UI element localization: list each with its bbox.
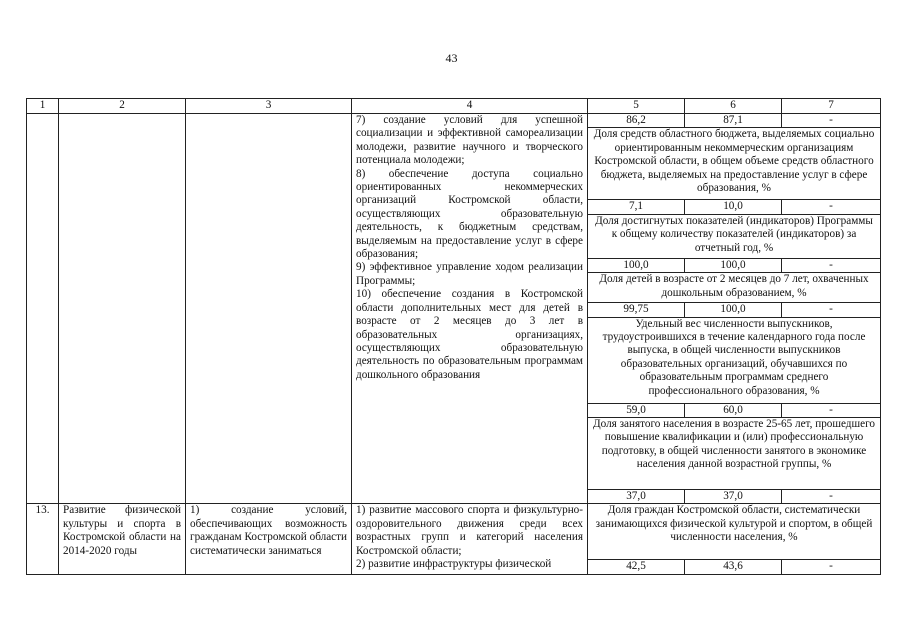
cont-num-cell — [27, 114, 59, 504]
value-cell: 60,0 — [685, 403, 782, 417]
row-number: 13. — [27, 504, 59, 574]
table-row — [27, 114, 881, 128]
value-cell: 43,6 — [685, 560, 782, 574]
value-cell: 59,0 — [588, 403, 685, 417]
header-cell: 4 — [352, 99, 588, 114]
program-tasks: 1) развитие массового спорта и физкультурно-оздоровительного движения среди всех возрастных групп и категорий населения Костромской области; 2) развитие инфраструктуры физической — [352, 504, 588, 574]
value-cell: - — [782, 200, 881, 214]
value-cell: 100,0 — [588, 258, 685, 272]
value-cell: 87,1 — [685, 114, 782, 128]
value-cell: 7,1 — [588, 200, 685, 214]
tasks-cell: 7) создание условий для успешной социализации и эффективной самореализации молодежи, развитие научного и творческого потенциала молодежи; 8) обеспечение доступа социально ориентированных некоммерческих организаций Костромской области, осуществляющих образовательную деятельность, к бюджетным средствам, выделяемым на предоставление услуг в сфере образования; 9) эффективное управление ходом реализации Программы; 10) обеспечение создания в Костромской области дополнительных мест для детей в возрасте от 2 месяцев до 3 лет в образовательных организациях, осуществляющих образовательную деятельность по образовательным программам дошкольного образования — [352, 114, 588, 504]
program-goals: 1) создание условий, обеспечивающих возможность гражданам Костромской области систематически заниматься — [186, 504, 352, 574]
header-cell: 5 — [588, 99, 685, 114]
indicator-text: Доля достигнутых показателей (индикаторов) Программы к общему количеству показателей (индикаторов) за отчетный год, % — [588, 214, 881, 258]
value-cell: 86,2 — [588, 114, 685, 128]
indicator-text: Доля средств областного бюджета, выделяемых социально ориентированным некоммерческим организациям Костромской области, в общем объеме средств областного бюджета, выделяемых на предоставление услуг в сфере образования, % — [588, 128, 881, 200]
value-cell: - — [782, 560, 881, 574]
indicator-text: Доля занятого населения в возрасте 25-65 лет, прошедшего повышение квалификации и (или) профессиональную подготовку, в общей численности занятого в экономике населения данной возрастной группы, % — [588, 418, 881, 490]
value-cell: 100,0 — [685, 258, 782, 272]
value-cell: 42,5 — [588, 560, 685, 574]
value-cell: 37,0 — [588, 490, 685, 504]
value-cell: - — [782, 114, 881, 128]
program-name: Развитие физической культуры и спорта в Костромской области на 2014-2020 годы — [59, 504, 186, 574]
page-number: 43 — [445, 51, 458, 65]
header-cell: 6 — [685, 99, 782, 114]
program-table — [26, 98, 881, 575]
value-cell: 99,75 — [588, 303, 685, 317]
header-cell: 2 — [59, 99, 186, 114]
table-row — [27, 504, 881, 560]
cont-name-cell — [59, 114, 186, 504]
header-cell: 3 — [186, 99, 352, 114]
header-row — [27, 99, 881, 114]
value-cell: - — [782, 403, 881, 417]
value-cell: - — [782, 490, 881, 504]
value-cell: - — [782, 303, 881, 317]
header-cell: 1 — [27, 99, 59, 114]
indicator-text: Доля граждан Костромской области, систематически занимающихся физической культурой и спортом, в общей численности населения, % — [588, 504, 881, 560]
cont-goals-cell — [186, 114, 352, 504]
header-cell: 7 — [782, 99, 881, 114]
value-cell: 37,0 — [685, 490, 782, 504]
indicator-text: Доля детей в возрасте от 2 месяцев до 7 лет, охваченных дошкольным образованием, % — [588, 273, 881, 303]
value-cell: 100,0 — [685, 303, 782, 317]
indicator-text: Удельный вес численности выпускников, трудоустроившихся в течение календарного года после выпуска, в общей численности выпускников образовательных организаций, обучавшихся по образовательным программам среднего профессионального образования, % — [588, 317, 881, 403]
value-cell: 10,0 — [685, 200, 782, 214]
value-cell: - — [782, 258, 881, 272]
